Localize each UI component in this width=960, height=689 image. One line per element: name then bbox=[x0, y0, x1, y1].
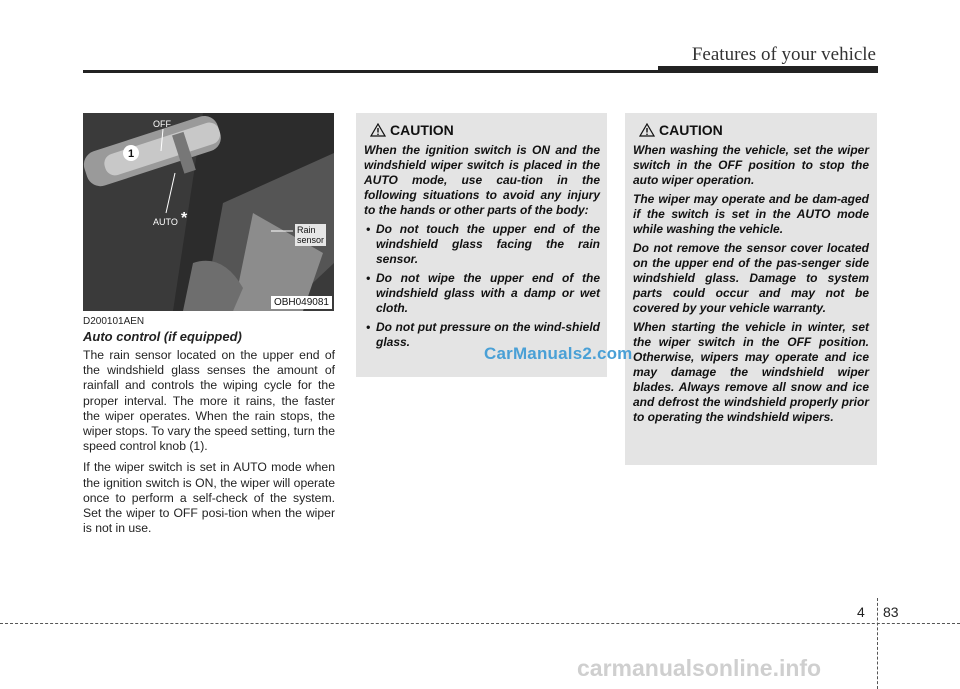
page-number: 83 bbox=[883, 604, 899, 620]
caution-header bbox=[639, 121, 723, 139]
footer-divider bbox=[877, 598, 878, 689]
chapter-number: 4 bbox=[857, 604, 865, 620]
caution-label: CAUTION bbox=[390, 122, 454, 138]
caution-body bbox=[364, 143, 600, 354]
caution-bullet: • Do not put pressure on the wind-shield glass. bbox=[364, 320, 600, 350]
wiper-switch-illustration bbox=[83, 113, 334, 311]
caution-header bbox=[370, 121, 454, 139]
header-rule-accent bbox=[658, 66, 878, 73]
caution-paragraph: When washing the vehicle, set the wiper switch in the OFF position to stop the auto wiper operation. bbox=[633, 143, 869, 187]
warning-triangle-icon bbox=[370, 123, 386, 137]
caution-label: CAUTION bbox=[659, 122, 723, 138]
footer-watermark: carmanualsonline.info bbox=[577, 655, 822, 681]
caution-intro: When the ignition switch is ON and the windshield wiper switch is placed in the AUTO mode, use cau-tion in the following situations to avoid any injury to the hands or other parts of the body: bbox=[364, 143, 600, 217]
figure-code: OBH049081 bbox=[271, 296, 332, 309]
body-paragraph: If the wiper switch is set in AUTO mode when the ignition switch is ON, the wiper will operate once to perform a self-check of the system. Set the wiper to OFF posi-tion when the wiper is not in use. bbox=[83, 460, 335, 536]
caution-paragraph: The wiper may operate and be dam-aged if the switch is set in the AUTO mode while washing the vehicle. bbox=[633, 192, 869, 236]
watermark-link[interactable]: CarManuals2.com bbox=[484, 344, 633, 363]
caution-bullet: • Do not wipe the upper end of the windshield glass with a damp or wet cloth. bbox=[364, 271, 600, 316]
page-header-title: Features of your vehicle bbox=[691, 44, 876, 65]
speed-knob-label: 1 bbox=[128, 148, 135, 160]
rain-sensor-label: Rain sensor bbox=[297, 225, 325, 245]
caution-paragraph: Do not remove the sensor cover located on the upper end of the pas-senger side windshield glass. Damage to system parts could occur and may not be covered by your vehicle warranty. bbox=[633, 241, 869, 315]
section-code: D200101AEN bbox=[83, 316, 145, 327]
body-paragraph: The rain sensor located on the upper end of the windshield glass senses the amount of rainfall and controls the wiping cycle for the proper interval. The more it rains, the faster the wiper operates. When the rain stops, the wiper stops. To vary the speed setting, turn the speed control knob (1). bbox=[83, 348, 335, 454]
caution-body bbox=[633, 143, 869, 429]
section-body bbox=[83, 348, 335, 542]
caution-paragraph: When starting the vehicle in winter, set the wiper switch in the OFF position. Otherwise, wipers may operate and ice may damage the windshield wiper blades. Always remove all snow and ice and defrost the windshield properly prior to operating the windshield wipers. bbox=[633, 320, 869, 424]
header-rule bbox=[83, 70, 661, 73]
auto-position-label: AUTO bbox=[153, 217, 178, 227]
wiper-illustration-art bbox=[83, 113, 334, 311]
section-title: Auto control (if equipped) bbox=[83, 329, 242, 344]
warning-triangle-icon bbox=[639, 123, 655, 137]
auto-star-mark: * bbox=[181, 210, 188, 227]
caution-box-rain-sensor bbox=[356, 113, 607, 377]
footer-rule bbox=[0, 623, 960, 624]
caution-bullet: • Do not touch the upper end of the windshield glass facing the rain sensor. bbox=[364, 222, 600, 267]
caution-box-washing bbox=[625, 113, 877, 465]
off-position-label: OFF bbox=[153, 119, 171, 129]
